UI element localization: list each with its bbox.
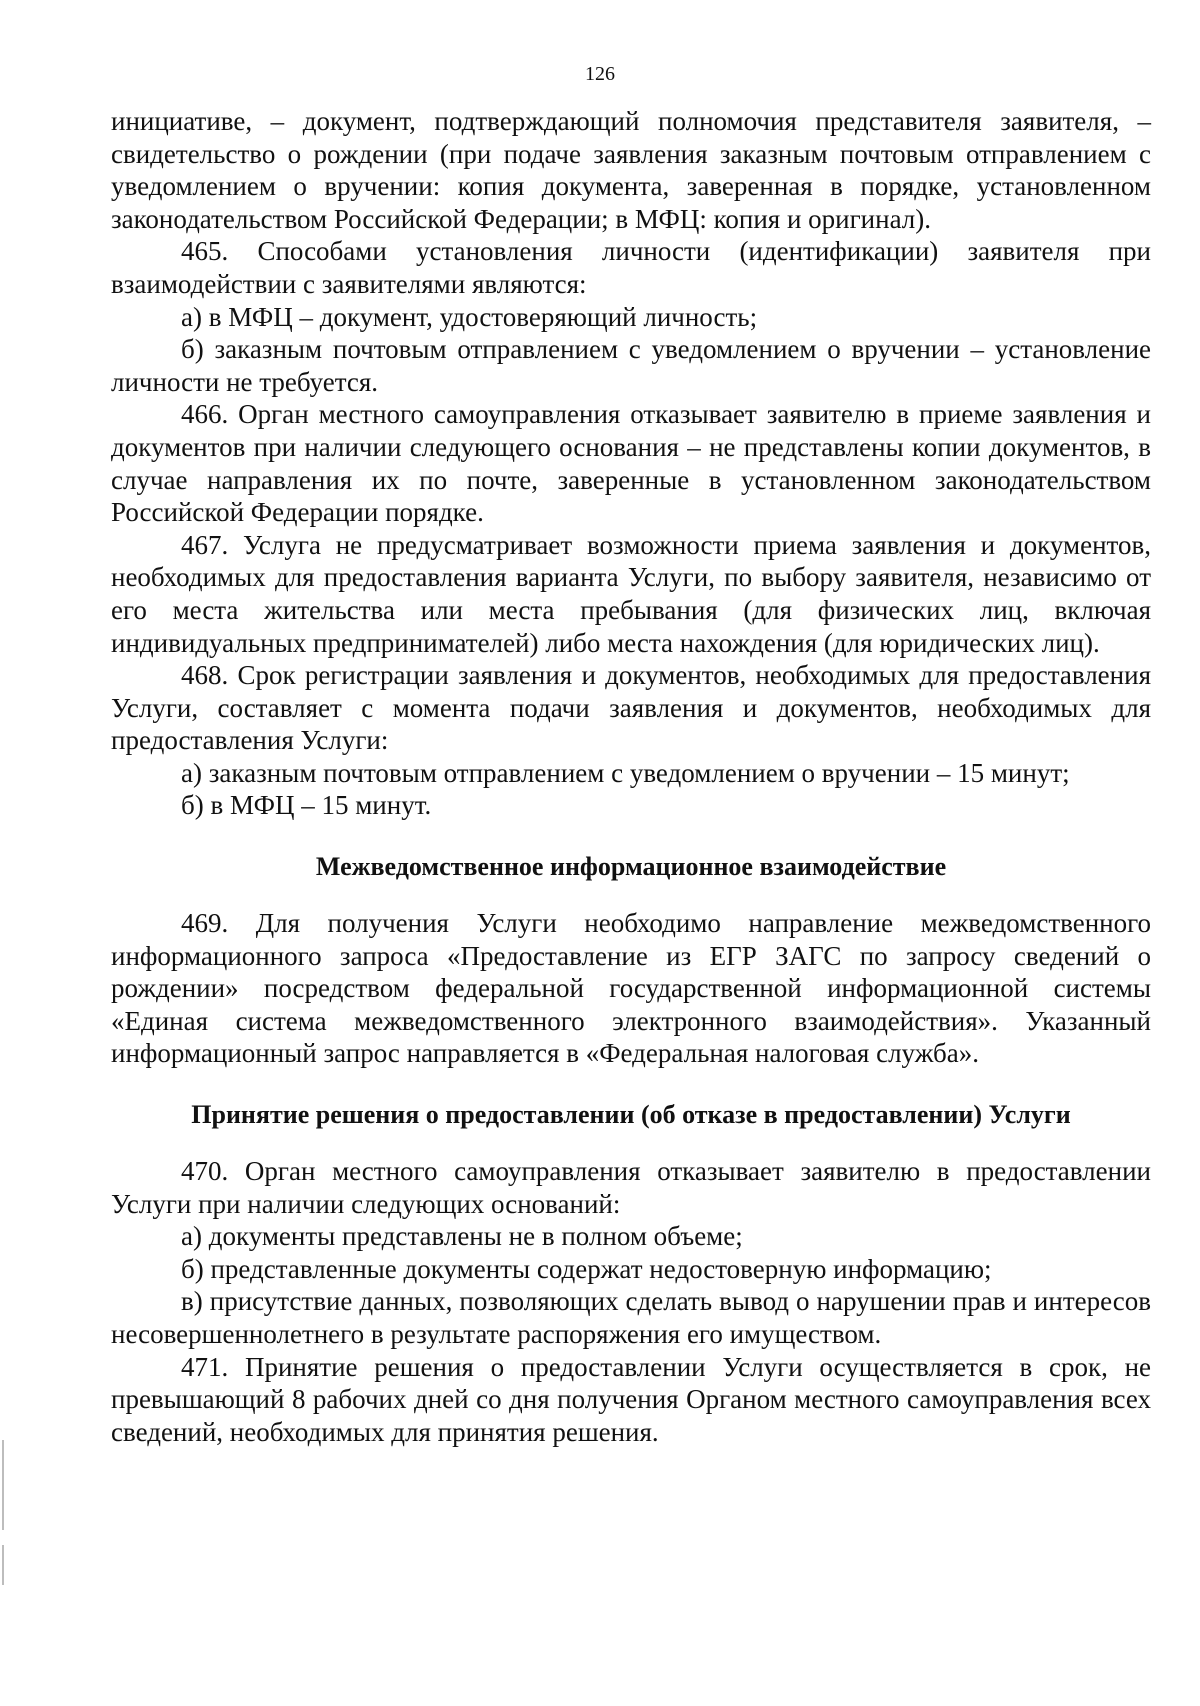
section-heading-interagency: Межведомственное информационное взаимодействие	[315, 852, 947, 882]
scan-edge-mark	[2, 1545, 4, 1585]
section-heading-decision: Принятие решения о предоставлении (об отказе в предоставлении) Услуги	[191, 1100, 1071, 1130]
paragraph-465-item-b: б) заказным почтовым отправлением с уведомлением о вручении – установление личности не требуется.	[111, 334, 1151, 397]
paragraph-465: 465. Способами установления личности (идентификации) заявителя при взаимодействии с заявителями являются:	[111, 236, 1151, 299]
paragraph-469: 469. Для получения Услуги необходимо направление межведомственного информационного запроса «Предоставление из ЕГР ЗАГС по запросу сведений о рождении» посредством федеральной государственной информационной системы «Единая система межведомственного электронного взаимодействия». Указанный информационный запрос направляется в «Федеральная налоговая служба».	[111, 908, 1151, 1069]
paragraph-471: 471. Принятие решения о предоставлении Услуги осуществляется в срок, не превышающий 8 рабочих дней со дня получения Органом местного самоуправления всех сведений, необходимых для принятия решения.	[111, 1351, 1151, 1447]
paragraph-466: 466. Орган местного самоуправления отказывает заявителю в приеме заявления и документов при наличии следующего основания – не представлены копии документов, в случае направления их по почте, заверенные в установленном законодательством Российской Федерации порядке.	[111, 399, 1151, 528]
spacer	[111, 1070, 1151, 1099]
paragraph-continuation: инициативе, – документ, подтверждающий полномочия представителя заявителя, – свидетельство о рождении (при подаче заявления заказным почтовым отправлением с уведомлением о вручении: копия документа, заверенная в порядке, установленном законодательством Российской Федерации; в МФЦ: копия и оригинал).	[111, 106, 1151, 234]
paragraph-470: 470. Орган местного самоуправления отказывает заявителю в предоставлении Услуги при наличии следующих оснований:	[111, 1156, 1151, 1219]
paragraph-468-item-b: б) в МФЦ – 15 минут.	[181, 790, 432, 821]
spacer	[111, 822, 1151, 851]
paragraph-470-item-c: в) присутствие данных, позволяющих сделать вывод о нарушении прав и интересов несовершеннолетнего в результате распоряжения его имуществом.	[111, 1286, 1151, 1349]
paragraph-467: 467. Услуга не предусматривает возможности приема заявления и документов, необходимых для предоставления варианта Услуги, по выбору заявителя, независимо от его места жительства или места пребывания (для физических лиц, включая индивидуальных предпринимателей) либо места нахождения (для юридических лиц).	[111, 529, 1151, 658]
paragraph-468: 468. Срок регистрации заявления и документов, необходимых для предоставления Услуги, составляет с момента подачи заявления и документов, необходимых для предоставления Услуги:	[111, 660, 1151, 756]
scan-edge-mark	[2, 1440, 4, 1530]
paragraph-465-item-a: а) в МФЦ – документ, удостоверяющий личность;	[181, 301, 758, 332]
spacer	[111, 883, 1151, 907]
document-body	[111, 105, 1151, 1448]
paragraph-470-item-a: а) документы представлены не в полном объеме;	[181, 1221, 743, 1252]
paragraph-468-item-a: а) заказным почтовым отправлением с уведомлением о вручении – 15 минут;	[181, 757, 1070, 788]
page-number: 126	[585, 63, 615, 85]
paragraph-470-item-b: б) представленные документы содержат недостоверную информацию;	[181, 1253, 992, 1284]
spacer	[111, 1131, 1151, 1155]
